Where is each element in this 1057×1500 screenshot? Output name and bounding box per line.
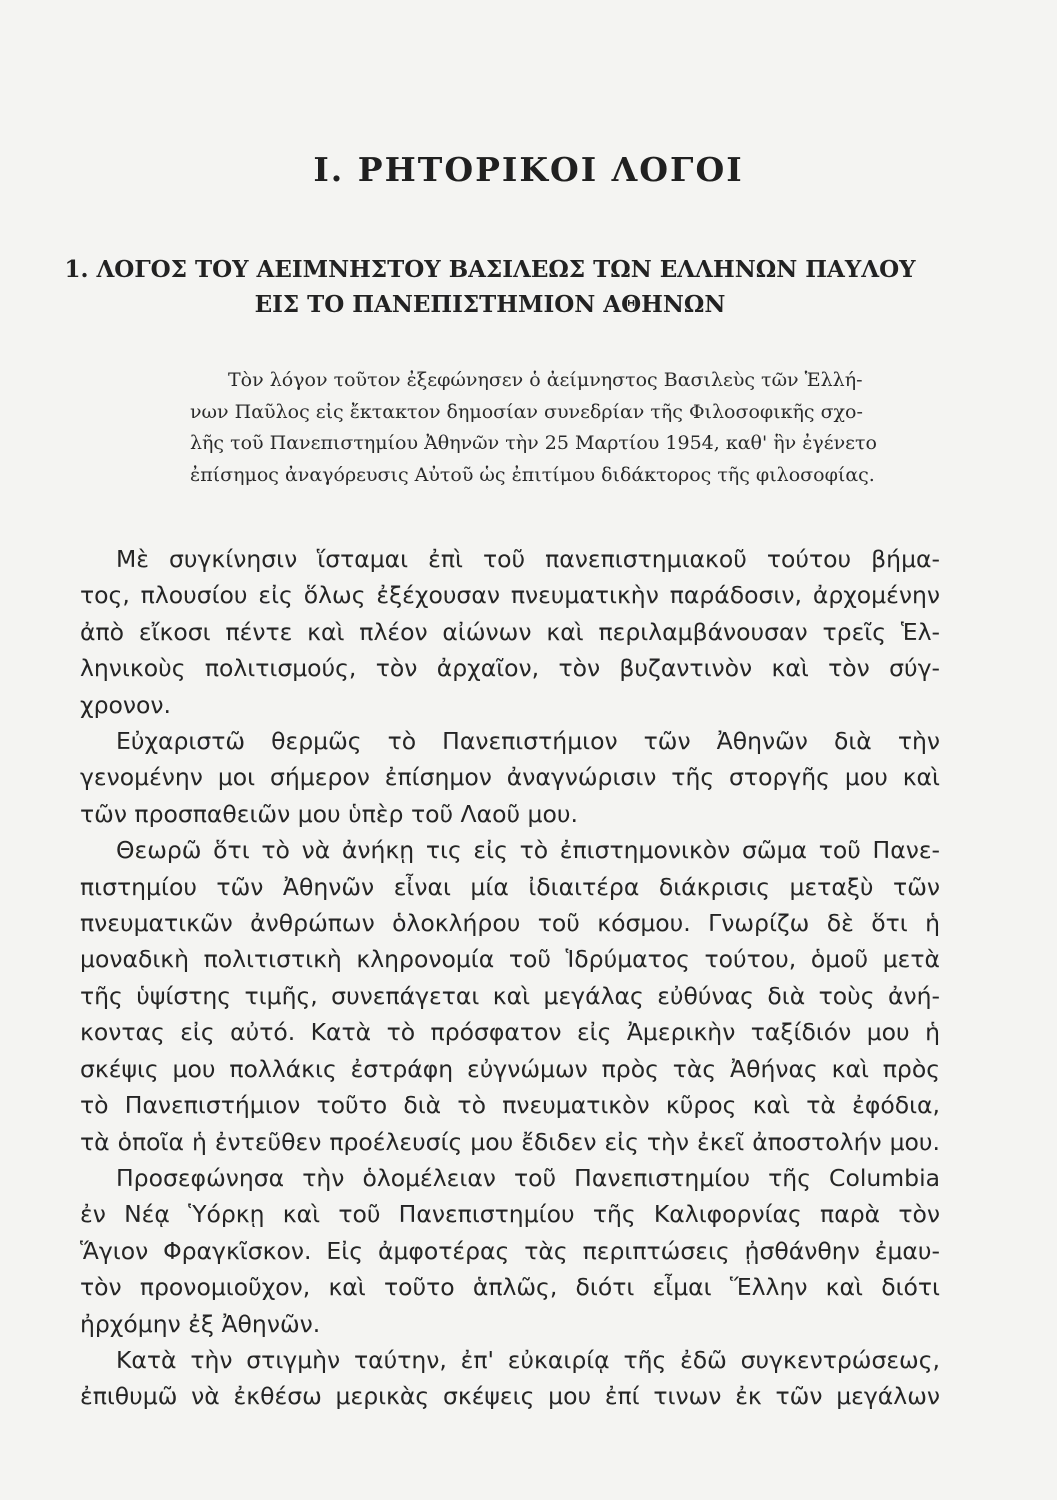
body-line: ἀπὸ εἴκοσι πέντε καὶ πλέον αἰώνων καὶ περιλαμβάνουσαν τρεῖς Ἑλ- [80,617,940,646]
speech-body [80,541,940,1415]
body-line: μοναδικὴ πολιτιστικὴ κληρονομία τοῦ Ἱδρύματος τούτου, ὁμοῦ μετὰ [80,945,940,974]
body-line: ἠρχόμην ἐξ Ἀθηνῶν. [80,1309,321,1338]
body-line: Προσεφώνησα τὴν ὁλομέλειαν τοῦ Πανεπιστημίου τῆς Columbia [116,1163,940,1192]
body-line: κοντας εἰς αὐτό. Κατὰ τὸ πρόσφατον εἰς Ἀμερικὴν ταξίδιόν μου ἡ [80,1018,940,1047]
body-line: πιστημίου τῶν Ἀθηνῶν εἶναι μία ἰδιαιτέρα διάκρισις μεταξὺ τῶν [80,872,940,901]
chapter-title: Ι. ΡΗΤΟΡΙΚΟΙ ΛΟΓΟΙ [313,150,744,189]
body-line: τὸν προνομιοῦχον, καὶ τοῦτο ἁπλῶς, διότι εἶμαι Ἕλλην καὶ διότι [80,1273,940,1302]
body-line: Κατὰ τὴν στιγμὴν ταύτην, ἐπ' εὐκαιρίᾳ τῆς ἐδῶ συγκεντρώσεως, [116,1345,940,1374]
body-line: ἐπιθυμῶ νὰ ἐκθέσω μερικὰς σκέψεις μου ἐπί τινων ἐκ τῶν μεγάλων [80,1382,940,1411]
body-line: χρονον. [80,690,171,719]
section-heading-line-2: ΕΙΣ ΤΟ ΠΑΝΕΠΙΣΤΗΜΙΟΝ ΑΘΗΝΩΝ [254,291,726,318]
section-heading [60,252,920,322]
body-line: τὰ ὁποῖα ἡ ἐντεῦθεν προέλευσίς μου ἔδιδεν εἰς τὴν ἐκεῖ ἀποστολήν μου. [80,1127,940,1156]
body-line: τῶν προσπαθειῶν μου ὑπὲρ τοῦ Λαοῦ μου. [80,799,578,828]
body-line: σκέψις μου πολλάκις ἐστράφη εὐγνώμων πρὸς τὰς Ἀθήνας καὶ πρὸς [80,1054,940,1083]
body-line: τῆς ὑψίστης τιμῆς, συνεπάγεται καὶ μεγάλας εὐθύνας διὰ τοὺς ἀνή- [80,981,940,1010]
intro-line: νων Παῦλος εἰς ἔκτακτον δημοσίαν συνεδρίαν τῆς Φιλοσοφικῆς σχο- [190,400,863,423]
body-line: ἐν Νέᾳ Ὑόρκῃ καὶ τοῦ Πανεπιστημίου τῆς Καλιφορνίας παρὰ τὸν [80,1200,940,1229]
intro-note [190,365,920,491]
intro-line: ἐπίσημος ἀναγόρευσις Αὐτοῦ ὡς ἐπιτίμου διδάκτορος τῆς φιλοσοφίας. [190,463,875,486]
body-line: Θεωρῶ ὅτι τὸ νὰ ἀνήκῃ τις εἰς τὸ ἐπιστημονικὸν σῶμα τοῦ Πανε- [116,836,940,865]
body-line: Ἅγιον Φραγκῖσκον. Εἰς ἀμφοτέρας τὰς περιπτώσεις ᾐσθάνθην ἐμαυ- [80,1236,940,1265]
body-line: τὸ Πανεπιστήμιον τοῦτο διὰ τὸ πνευματικὸν κῦρος καὶ τὰ ἐφόδια, [80,1091,940,1120]
intro-line: Τὸν λόγον τοῦτον ἐξεφώνησεν ὁ ἀείμνηστος Βασιλεὺς τῶν Ἑλλή- [228,369,863,391]
body-line: Εὐχαριστῶ θερμῶς τὸ Πανεπιστήμιον τῶν Ἀθηνῶν διὰ τὴν [116,727,940,756]
body-line: τος, πλουσίου εἰς ὅλως ἐξέχουσαν πνευματικὴν παράδοσιν, ἀρχομένην [80,581,940,610]
body-line: γενομένην μοι σήμερον ἐπίσημον ἀναγνώρισιν τῆς στοργῆς μου καὶ [80,763,940,792]
body-line: Μὲ συγκίνησιν ἵσταμαι ἐπὶ τοῦ πανεπιστημιακοῦ τούτου βήμα- [116,545,940,573]
section-heading-line-1: 1. ΛΟΓΟΣ ΤΟΥ ΑΕΙΜΝΗΣΤΟΥ ΒΑΣΙΛΕΩΣ ΤΩΝ ΕΛΛΗΝΩΝ ΠΑΥΛΟΥ [64,256,916,283]
body-line: πνευματικῶν ἀνθρώπων ὁλοκλήρου τοῦ κόσμου. Γνωρίζω δὲ ὅτι ἡ [80,909,940,938]
intro-line: λῆς τοῦ Πανεπιστημίου Ἀθηνῶν τὴν 25 Μαρτίου 1954, καθ' ἣν ἐγένετο [190,432,877,454]
body-line: ληνικοὺς πολιτισμούς, τὸν ἀρχαῖον, τὸν βυζαντινὸν καὶ τὸν σύγ- [80,654,940,683]
